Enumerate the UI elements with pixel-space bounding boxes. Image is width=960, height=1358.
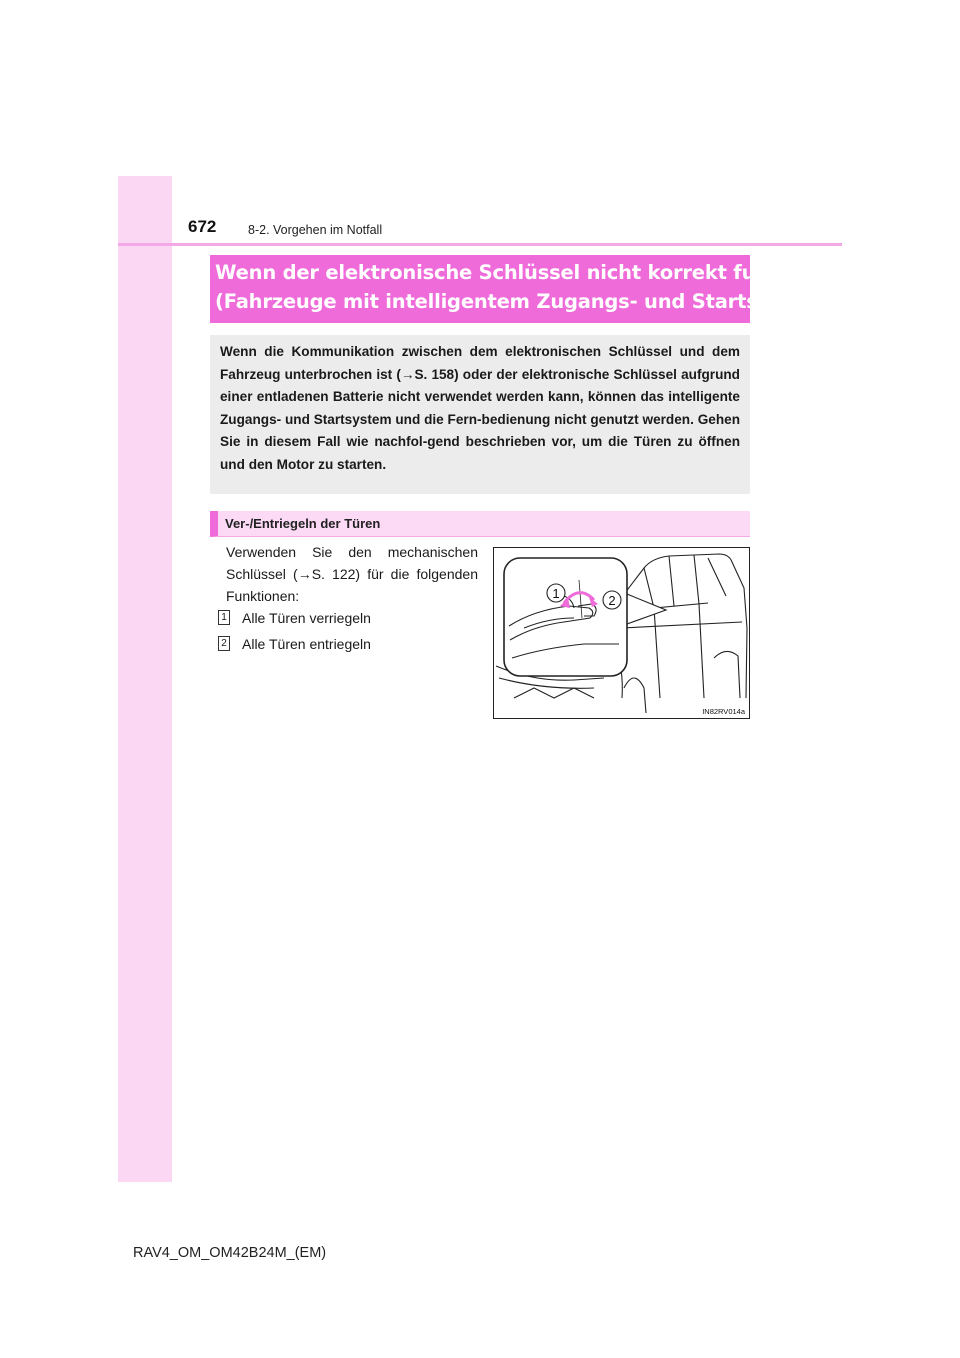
subsection-heading	[210, 511, 750, 537]
footer-doc-id: RAV4_OM_OM42B24M_(EM)	[133, 1245, 327, 1261]
intro-text: Wenn die Kommunikation zwischen dem elektronischen Schlüssel und dem Fahrzeug unterbrochen ist (→S. 158) oder der elektronische Schlüssel aufgrund einer entladenen Batterie nicht verwendet werden kann, können das intelligente Zugangs- und Startsystem und die Fern-bedienung nicht genutzt werden. Gehen Sie in diesem Fall wie nachfol-gend beschrieben vor, um die Türen zu öffnen und den Motor zu starten.	[220, 344, 740, 472]
callout-1-label: 1	[552, 586, 560, 601]
page-number: 672	[188, 217, 217, 236]
title-line-2: (Fahrzeuge mit intelligentem Zugangs- und Startsystem)	[215, 290, 833, 313]
list-item	[218, 610, 371, 630]
figure-code: IN82RV014a	[702, 707, 745, 716]
list-item	[218, 636, 371, 656]
section-label: 8-2. Vorgehen im Notfall	[248, 223, 383, 237]
door-key-illustration	[493, 547, 750, 719]
title-line-1: Wenn der elektronische Schlüssel nicht korrekt funktioniert	[215, 261, 863, 284]
subsection-heading-label: Ver-/Entriegeln der Türen	[225, 516, 381, 531]
list-number-box: 2	[218, 636, 230, 651]
page-sidebar-tab	[118, 176, 172, 1182]
list-number-box: 1	[218, 610, 230, 625]
callout-2-label: 2	[608, 593, 616, 608]
title-banner	[210, 255, 863, 323]
header-divider	[118, 243, 842, 246]
car-door-drawing	[494, 548, 749, 718]
body-paragraph: Verwenden Sie den mechanischen Schlüssel (→S. 122) für die folgenden Funktionen:	[226, 544, 478, 604]
intro-box	[210, 335, 750, 494]
list-item-text: Alle Türen entriegeln	[242, 636, 371, 652]
list-item-text: Alle Türen verriegeln	[242, 610, 371, 626]
